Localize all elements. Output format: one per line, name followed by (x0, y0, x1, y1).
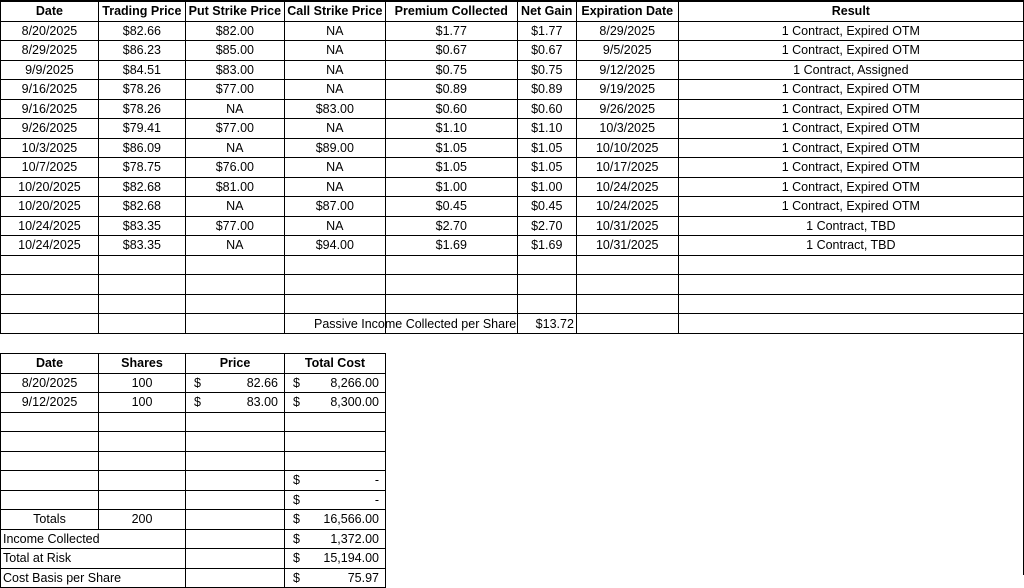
cell-date: 10/24/2025 (1, 236, 99, 256)
cell-result: 1 Contract, Expired OTM (678, 41, 1023, 61)
cell-net-gain: $0.89 (517, 80, 576, 100)
income-collected-cell (285, 529, 386, 549)
stock-header-date: Date (1, 354, 99, 374)
income-empty-cell (186, 529, 285, 549)
cell-put-strike (185, 255, 284, 275)
total-at-risk-cell (285, 549, 386, 569)
cell-trading-price: $84.51 (98, 60, 185, 80)
cell-trading-price: $83.35 (98, 236, 185, 256)
cell-date: 8/20/2025 (1, 21, 99, 41)
cost-symbol: $ (293, 473, 300, 488)
cell-call-strike: NA (284, 21, 385, 41)
header-call-strike: Call Strike Price (284, 2, 385, 22)
cell-put-strike: NA (185, 197, 284, 217)
table-row (1, 490, 386, 510)
cell-put-strike: NA (185, 99, 284, 119)
stock-cell-shares (99, 432, 186, 452)
cell-date: 10/20/2025 (1, 177, 99, 197)
cell-result: 1 Contract, Expired OTM (678, 99, 1023, 119)
cell-put-strike: $81.00 (185, 177, 284, 197)
cell-trading-price (98, 294, 185, 314)
cost-basis-value: 75.97 (347, 570, 379, 585)
table-row (1, 158, 1024, 178)
cost-value: 8,266.00 (330, 375, 379, 390)
cell-put-strike (185, 314, 284, 334)
stock-header-row (1, 354, 386, 374)
cell-trading-price: $78.26 (98, 80, 185, 100)
cell-result: 1 Contract, Expired OTM (678, 138, 1023, 158)
cell-expiration (576, 314, 678, 334)
cell-trading-price (98, 275, 185, 295)
cell-put-strike: NA (185, 138, 284, 158)
cell-result: 1 Contract, Assigned (678, 60, 1023, 80)
cell-net-gain: $1.00 (517, 177, 576, 197)
header-result: Result (678, 2, 1023, 22)
cell-premium: $0.45 (385, 197, 517, 217)
header-put-strike: Put Strike Price (185, 2, 284, 22)
stock-cell-price (186, 471, 285, 491)
passive-income-label: Passive Income Collected per Share (314, 317, 517, 331)
cell-expiration: 9/26/2025 (576, 99, 678, 119)
cell-trading-price: $83.35 (98, 216, 185, 236)
cell-expiration: 9/19/2025 (576, 80, 678, 100)
totals-label: Totals (1, 510, 99, 530)
cell-call-strike (284, 275, 385, 295)
cell-result: 1 Contract, Expired OTM (678, 197, 1023, 217)
table-row (1, 236, 1024, 256)
cell-expiration: 10/31/2025 (576, 216, 678, 236)
stock-cell-price (186, 393, 285, 413)
cell-trading-price: $82.68 (98, 197, 185, 217)
options-trades-table (0, 1, 1024, 334)
income-collected-row (1, 529, 386, 549)
cell-put-strike: $77.00 (185, 216, 284, 236)
cell-net-gain (517, 294, 576, 314)
cell-date: 10/3/2025 (1, 138, 99, 158)
table-row (1, 471, 386, 491)
totals-cost-value: 16,566.00 (323, 512, 379, 527)
stock-cell-date (1, 451, 99, 471)
stock-cell-price (186, 412, 285, 432)
table-row (1, 21, 1024, 41)
cell-call-strike: $89.00 (284, 138, 385, 158)
table-row (1, 255, 1024, 275)
cell-call-strike: NA (284, 216, 385, 236)
stock-cell-shares (99, 490, 186, 510)
cell-date (1, 294, 99, 314)
totals-cost-symbol: $ (293, 512, 300, 527)
cost-symbol: $ (293, 492, 300, 507)
cell-premium: $1.69 (385, 236, 517, 256)
totals-row (1, 510, 386, 530)
cell-call-strike: NA (284, 60, 385, 80)
stock-cell-date (1, 432, 99, 452)
table-row (1, 119, 1024, 139)
cell-date: 10/7/2025 (1, 158, 99, 178)
cell-net-gain: $0.60 (517, 99, 576, 119)
price-symbol: $ (194, 395, 201, 410)
basis-symbol: $ (293, 570, 300, 585)
cell-result (678, 314, 1023, 334)
passive-income-summary (314, 317, 574, 331)
stock-cell-date (1, 471, 99, 491)
cell-result (678, 255, 1023, 275)
table-row (1, 451, 386, 471)
cell-trading-price: $82.68 (98, 177, 185, 197)
risk-empty-cell (186, 549, 285, 569)
cell-trading-price: $79.41 (98, 119, 185, 139)
totals-price-cell (186, 510, 285, 530)
cell-premium: $0.67 (385, 41, 517, 61)
table-row (1, 177, 1024, 197)
cell-premium: $0.75 (385, 60, 517, 80)
cell-net-gain: $1.05 (517, 158, 576, 178)
cell-premium: $1.05 (385, 158, 517, 178)
cell-premium: $0.89 (385, 80, 517, 100)
passive-income-value: $13.72 (535, 317, 574, 331)
cell-expiration: 10/10/2025 (576, 138, 678, 158)
cell-net-gain: $0.67 (517, 41, 576, 61)
table-row (1, 373, 386, 393)
table-row (1, 216, 1024, 236)
cell-put-strike: $83.00 (185, 60, 284, 80)
cell-result: 1 Contract, TBD (678, 216, 1023, 236)
cell-call-strike: NA (284, 177, 385, 197)
cell-result: 1 Contract, Expired OTM (678, 158, 1023, 178)
cell-result: 1 Contract, Expired OTM (678, 119, 1023, 139)
cell-put-strike: $82.00 (185, 21, 284, 41)
risk-symbol: $ (293, 551, 300, 566)
total-at-risk-label: Total at Risk (1, 549, 186, 569)
cell-result (678, 294, 1023, 314)
cell-put-strike (185, 294, 284, 314)
cell-expiration (576, 275, 678, 295)
cost-symbol: $ (293, 395, 300, 410)
cell-expiration: 9/12/2025 (576, 60, 678, 80)
stock-cell-shares (99, 471, 186, 491)
cell-date (1, 255, 99, 275)
cell-expiration (576, 255, 678, 275)
header-trading-price: Trading Price (98, 2, 185, 22)
cell-result: 1 Contract, Expired OTM (678, 80, 1023, 100)
cell-date: 9/9/2025 (1, 60, 99, 80)
cell-date: 10/20/2025 (1, 197, 99, 217)
cell-expiration: 8/29/2025 (576, 21, 678, 41)
totals-shares: 200 (99, 510, 186, 530)
cell-premium: $2.70 (385, 216, 517, 236)
cell-call-strike: $87.00 (284, 197, 385, 217)
cell-put-strike: $76.00 (185, 158, 284, 178)
cell-trading-price (98, 255, 185, 275)
income-collected-value: 1,372.00 (330, 531, 379, 546)
sheet-top-border (0, 0, 1024, 1)
cell-expiration: 9/5/2025 (576, 41, 678, 61)
table-row (1, 41, 1024, 61)
cell-net-gain: $1.05 (517, 138, 576, 158)
cell-put-strike: NA (185, 236, 284, 256)
cell-trading-price: $86.23 (98, 41, 185, 61)
cost-basis-label: Cost Basis per Share (1, 568, 186, 588)
table-row (1, 138, 1024, 158)
cell-expiration: 10/3/2025 (576, 119, 678, 139)
cell-call-strike (284, 255, 385, 275)
table-row (1, 275, 1024, 295)
cell-result: 1 Contract, Expired OTM (678, 177, 1023, 197)
table-row (1, 432, 386, 452)
cell-premium: $1.00 (385, 177, 517, 197)
cell-date (1, 314, 99, 334)
stock-cell-total-cost (285, 471, 386, 491)
cell-date: 9/16/2025 (1, 99, 99, 119)
stock-cell-date: 8/20/2025 (1, 373, 99, 393)
cell-net-gain: $2.70 (517, 216, 576, 236)
stock-cell-shares: 100 (99, 393, 186, 413)
cell-date: 10/24/2025 (1, 216, 99, 236)
cell-result (678, 275, 1023, 295)
stock-cell-total-cost (285, 373, 386, 393)
cell-premium: $1.77 (385, 21, 517, 41)
cell-net-gain (517, 255, 576, 275)
cell-call-strike: NA (284, 41, 385, 61)
stock-cell-total-cost (285, 490, 386, 510)
cell-net-gain: $0.75 (517, 60, 576, 80)
stock-cell-price (186, 490, 285, 510)
table-row (1, 60, 1024, 80)
stock-cell-price (186, 373, 285, 393)
price-value: 82.66 (246, 375, 278, 390)
stock-header-price: Price (186, 354, 285, 374)
cell-premium (385, 294, 517, 314)
cell-put-strike (185, 275, 284, 295)
price-value: 83.00 (246, 395, 278, 410)
cell-call-strike: NA (284, 158, 385, 178)
cell-expiration: 10/17/2025 (576, 158, 678, 178)
stock-cell-shares (99, 451, 186, 471)
cell-result: 1 Contract, Expired OTM (678, 21, 1023, 41)
cell-put-strike: $77.00 (185, 119, 284, 139)
cell-date: 9/16/2025 (1, 80, 99, 100)
income-collected-label: Income Collected (1, 529, 186, 549)
total-at-risk-row (1, 549, 386, 569)
options-header-row (1, 2, 1024, 22)
cell-premium: $1.05 (385, 138, 517, 158)
cell-net-gain: $1.69 (517, 236, 576, 256)
cell-date: 9/26/2025 (1, 119, 99, 139)
stock-cell-price (186, 432, 285, 452)
cell-date (1, 275, 99, 295)
table-row (1, 393, 386, 413)
stock-cell-shares (99, 412, 186, 432)
totals-cost-cell (285, 510, 386, 530)
cell-net-gain: $1.77 (517, 21, 576, 41)
income-symbol: $ (293, 531, 300, 546)
cost-basis-cell (285, 568, 386, 588)
cell-net-gain (517, 275, 576, 295)
cell-date: 8/29/2025 (1, 41, 99, 61)
stock-cell-total-cost (285, 432, 386, 452)
cell-trading-price: $82.66 (98, 21, 185, 41)
header-premium: Premium Collected (385, 2, 517, 22)
stock-cell-date (1, 490, 99, 510)
cell-trading-price: $86.09 (98, 138, 185, 158)
cost-value: 8,300.00 (330, 395, 379, 410)
cell-call-strike: $94.00 (284, 236, 385, 256)
header-expiration: Expiration Date (576, 2, 678, 22)
cell-result: 1 Contract, TBD (678, 236, 1023, 256)
cell-call-strike (284, 294, 385, 314)
cell-trading-price: $78.26 (98, 99, 185, 119)
cell-call-strike: NA (284, 80, 385, 100)
price-symbol: $ (194, 375, 201, 390)
cell-trading-price (98, 314, 185, 334)
cell-expiration: 10/24/2025 (576, 197, 678, 217)
cell-put-strike: $85.00 (185, 41, 284, 61)
basis-empty-cell (186, 568, 285, 588)
cell-premium (385, 275, 517, 295)
header-net-gain: Net Gain (517, 2, 576, 22)
table-row (1, 412, 386, 432)
table-row (1, 197, 1024, 217)
cost-symbol: $ (293, 375, 300, 390)
cell-expiration: 10/24/2025 (576, 177, 678, 197)
cost-value: - (374, 473, 379, 488)
cell-call-strike: NA (284, 119, 385, 139)
stock-cell-date (1, 412, 99, 432)
stock-cell-total-cost (285, 451, 386, 471)
stock-cell-total-cost (285, 393, 386, 413)
cell-premium: $1.10 (385, 119, 517, 139)
stock-purchases-table (0, 353, 386, 588)
stock-cell-date: 9/12/2025 (1, 393, 99, 413)
total-at-risk-value: 15,194.00 (323, 551, 379, 566)
table-row (1, 99, 1024, 119)
cell-net-gain: $1.10 (517, 119, 576, 139)
stock-header-shares: Shares (99, 354, 186, 374)
cell-expiration (576, 294, 678, 314)
stock-header-total-cost: Total Cost (285, 354, 386, 374)
stock-cell-shares: 100 (99, 373, 186, 393)
stock-cell-total-cost (285, 412, 386, 432)
cell-put-strike: $77.00 (185, 80, 284, 100)
cell-premium: $0.60 (385, 99, 517, 119)
cost-value: - (374, 492, 379, 507)
header-date: Date (1, 2, 99, 22)
cell-trading-price: $78.75 (98, 158, 185, 178)
table-row (1, 294, 1024, 314)
cell-net-gain: $0.45 (517, 197, 576, 217)
stock-cell-price (186, 451, 285, 471)
cell-call-strike: $83.00 (284, 99, 385, 119)
table-row (1, 80, 1024, 100)
cell-premium (385, 255, 517, 275)
cost-basis-row (1, 568, 386, 588)
cell-expiration: 10/31/2025 (576, 236, 678, 256)
